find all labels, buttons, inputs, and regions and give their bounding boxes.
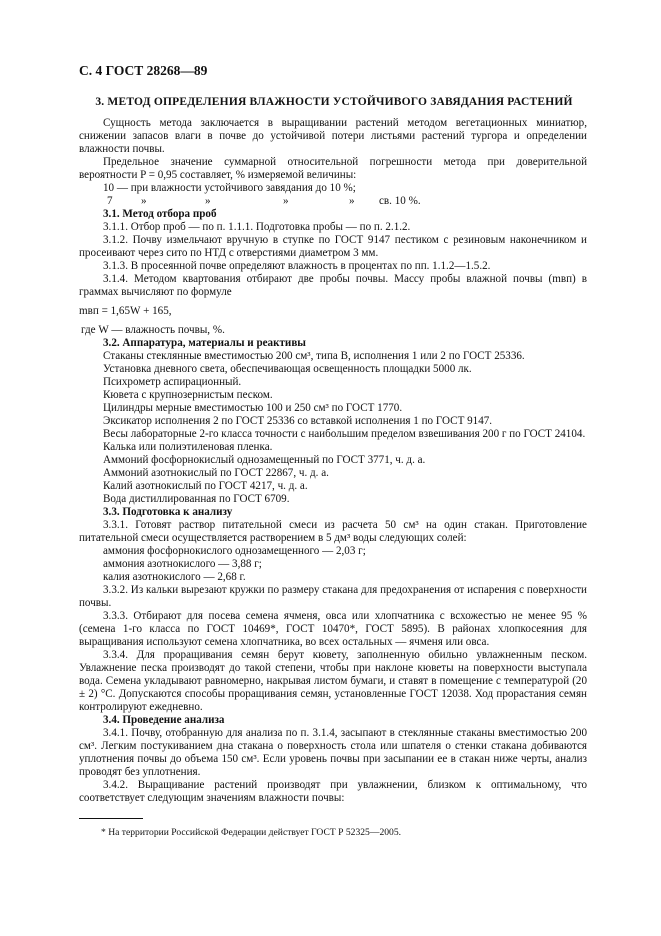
equipment-item: Калий азотнокислый по ГОСТ 4217, ч. д. а. (103, 480, 308, 492)
paragraph-3-3-2: 3.3.2. Из кальки вырезают кружки по размеру стакана для предохранения от испарения с поверхности почвы. (79, 584, 587, 609)
paragraph-error-limit: Предельное значение суммарной относительной погрешности метода при доверительной вероятности P = 0,95 составляет, % измеряемой величины: (79, 156, 587, 181)
equipment-item: Калька или полиэтиленовая пленка. (103, 441, 273, 453)
equipment-item: Установка дневного света, обеспечивающая освещенность площадки 5000 лк. (103, 363, 472, 375)
document-body (79, 117, 587, 805)
equipment-item: Кювета с крупнозернистым песком. (103, 389, 273, 401)
equipment-item: Вода дистиллированная по ГОСТ 6709. (103, 493, 290, 505)
error-row-7 (79, 195, 587, 208)
heading-3-4: 3.4. Проведение анализа (103, 714, 225, 726)
paragraph-3-1-4: 3.1.4. Методом квартования отбирают две пробы почвы. Массу пробы влажной почвы (mвп) в граммах вычисляют по формуле (79, 273, 587, 298)
salt-item: калия азотнокислого — 2,68 г. (103, 571, 246, 583)
ditto-mark: » (205, 195, 211, 207)
footnote-divider (79, 818, 143, 819)
equipment-item: Стаканы стеклянные вместимостью 200 см³, типа В, исполнения 1 или 2 по ГОСТ 25336. (103, 350, 525, 362)
salt-item: аммония азотнокислого — 3,88 г; (103, 558, 262, 570)
equipment-item: Цилиндры мерные вместимостью 100 и 250 см³ по ГОСТ 1770. (103, 402, 403, 414)
section-title: 3. МЕТОД ОПРЕДЕЛЕНИЯ ВЛАЖНОСТИ УСТОЙЧИВОГО ЗАВЯДАНИЯ РАСТЕНИЙ (95, 96, 573, 108)
ditto-mark: » (283, 195, 289, 207)
ditto-mark: » (141, 195, 147, 207)
paragraph-3-3-1: 3.3.1. Готовят раствор питательной смеси из расчета 50 см³ на один стакан. Приготовление питательной смеси осуществляется растворением в 5 дм³ воды следующих солей: (79, 519, 587, 544)
heading-3-3: 3.3. Подготовка к анализу (103, 506, 233, 518)
equipment-item: Эксикатор исполнения 2 по ГОСТ 25336 со вставкой исполнения 1 по ГОСТ 9147. (103, 415, 493, 427)
heading-3-1: 3.1. Метод отбора проб (103, 208, 217, 220)
page-header: С. 4 ГОСТ 28268—89 (79, 63, 208, 78)
paragraph-essence: Сущность метода заключается в выращивании растений методом вегетационных миниатюр, снижении запасов влаги в почве до устойчивой потери листьями растений тургора и определении влажности почвы. (79, 117, 587, 155)
paragraph-3-1-1: 3.1.1. Отбор проб — по п. 1.1.1. Подготовка пробы — по п. 2.1.2. (103, 221, 411, 233)
error-row-10: 10 — при влажности устойчивого завядания до 10 %; (103, 182, 356, 194)
paragraph-3-4-2: 3.4.2. Выращивание растений производят при увлажнении, близком к оптимальному, что соответствует следующим значениям влажности почвы: (79, 779, 587, 804)
equipment-item: Весы лабораторные 2-го класса точности с наибольшим пределом взвешивания 200 г по ГОСТ 24104. (103, 428, 586, 440)
row7-number: 7 (107, 195, 113, 207)
paragraph-3-1-3: 3.1.3. В просеянной почве определяют влажность в процентах по пп. 1.1.2—1.5.2. (103, 260, 491, 272)
salt-item: аммония фосфорнокислого однозамещенного — 2,03 г; (103, 545, 366, 557)
equipment-item: Аммоний фосфорнокислый однозамещенный по ГОСТ 3771, ч. д. а. (103, 454, 426, 466)
equipment-item: Психрометр аспирационный. (103, 376, 242, 388)
formula-mass: mвп = 1,65W + 165, (79, 305, 172, 317)
paragraph-3-3-4: 3.3.4. Для проращивания семян берут кювету, заполненную обильно увлажненным песком. Увлажнение песка производят до такой степени, чтобы при наклоне кюветы на поверхности выступала вода. Семена укладывают равномерно, накрывая листом бумаги, и ставят в помещение с температурой (20 ± 2) °С. Допускаются способы проращивания семян, установленные ГОСТ 12038. Ход прорастания семян контролируют ежедневно. (79, 649, 587, 713)
equipment-item: Аммоний азотнокислый по ГОСТ 22867, ч. д. а. (103, 467, 329, 479)
paragraph-3-1-2: 3.1.2. Почву измельчают вручную в ступке по ГОСТ 9147 пестиком с резиновым наконечником и просеивают через сито по НТД с отверстиями диаметром 3 мм. (79, 234, 587, 259)
footnote: * На территории Российской Федерации действует ГОСТ Р 52325—2005. (101, 827, 402, 838)
row7-end: св. 10 %. (379, 195, 421, 207)
formula-where: где W — влажность почвы, %. (81, 324, 225, 336)
heading-3-2: 3.2. Аппаратура, материалы и реактивы (103, 337, 306, 349)
ditto-mark: » (349, 195, 355, 207)
paragraph-3-4-1: 3.4.1. Почву, отобранную для анализа по п. 3.1.4, засыпают в стеклянные стаканы вместимостью 200 см³. Легким постукиванием дна стакана о поверхность стола или шпателя о стенки стакана добиваются уплотнения почвы до объема 150 см³. Если уровень почвы при засыпании ее в стакан ниже черты, анализ проводят без уплотнения. (79, 727, 587, 778)
paragraph-3-3-3: 3.3.3. Отбирают для посева семена ячменя, овса или хлопчатника с всхожестью не менее 95 % (семена 1-го класса по ГОСТ 10469*, ГОСТ 10470*, ГОСТ 5895). В районах хлопкосеяния для выращивания используют семена хлопчатника, во всех остальных — ячменя или овса. (79, 610, 587, 648)
